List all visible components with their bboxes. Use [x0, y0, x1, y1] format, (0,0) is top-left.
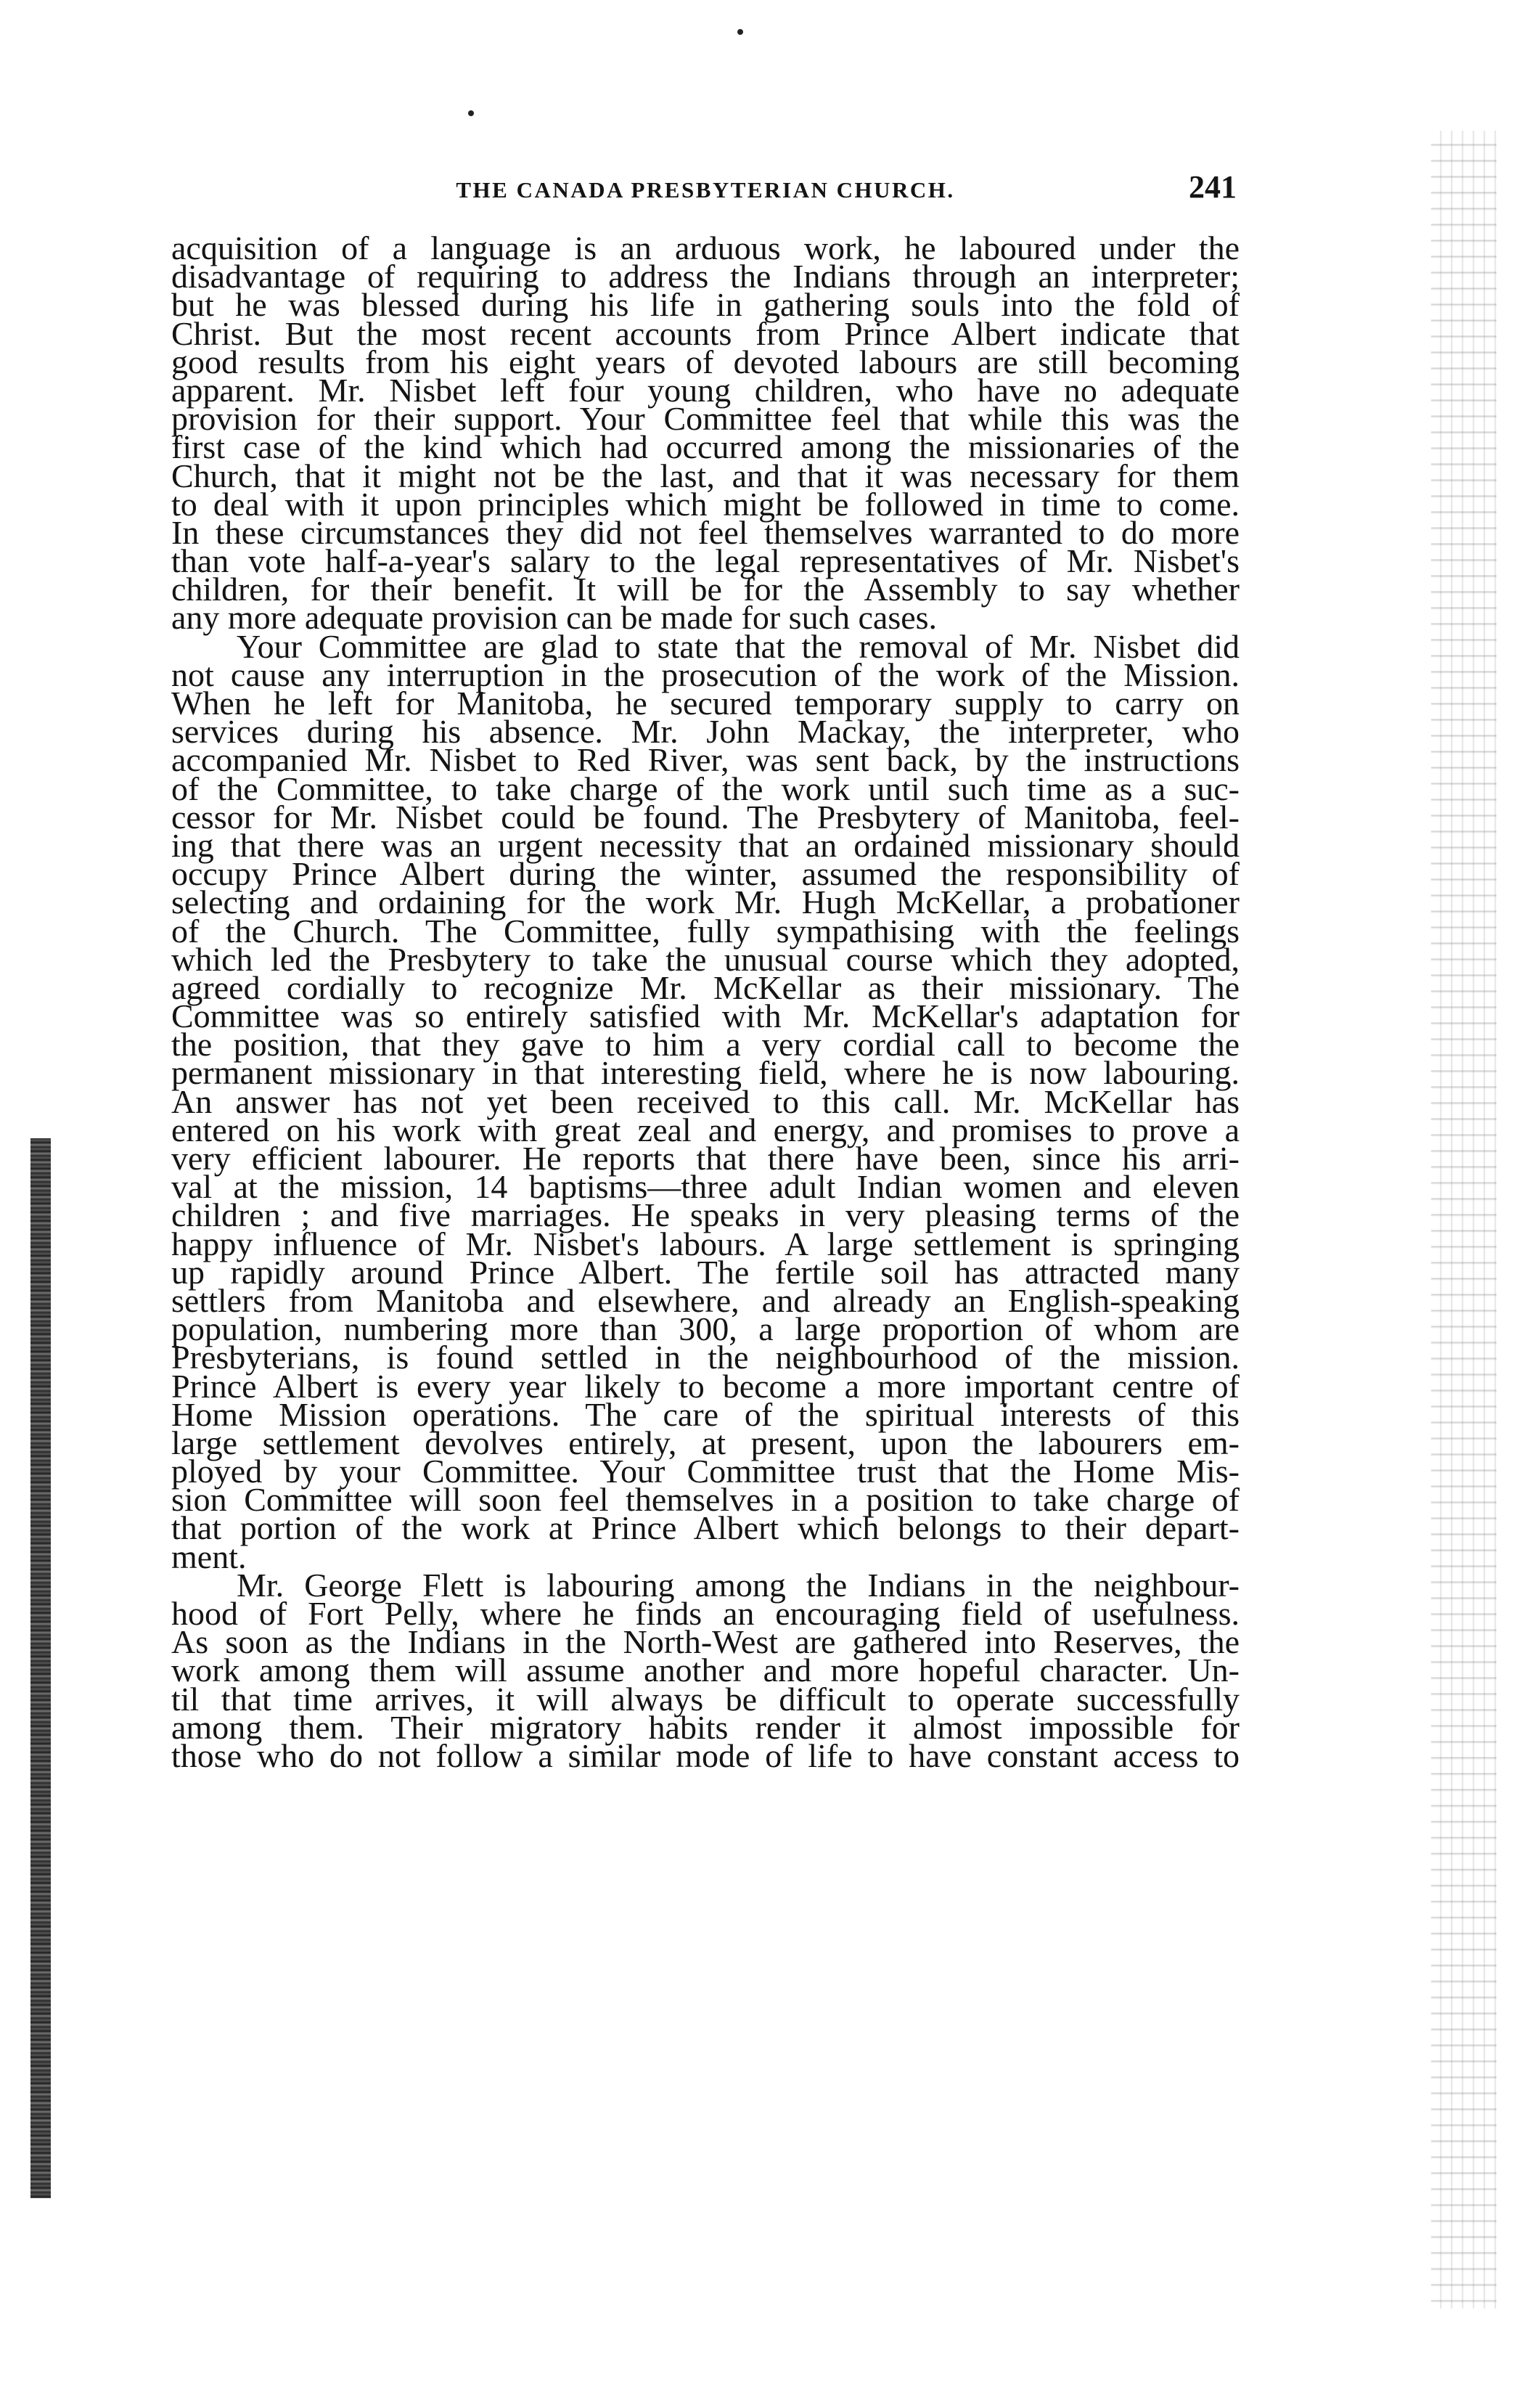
- text-line: than vote half-a-year's salary to the legal representatives of Mr. Nisbet's: [171, 542, 1240, 580]
- text-line: very efficient labourer. He reports that there have been, since his arri-: [171, 1140, 1240, 1177]
- page-edge-noise: [1431, 131, 1496, 2309]
- text-line: accompanied Mr. Nisbet to Red River, was sent back, by the instructions: [171, 741, 1240, 779]
- text-line: An answer has not yet been received to this call. Mr. McKellar has: [171, 1082, 1240, 1120]
- text-line: large settlement devolves entirely, at present, upon the labourers em-: [171, 1424, 1240, 1461]
- text-line: services during his absence. Mr. John Mackay, the interpreter, who: [171, 713, 1240, 751]
- text-line: ment.: [171, 1538, 247, 1575]
- text-line: sion Committee will soon feel themselves in a position to take charge of: [171, 1481, 1240, 1519]
- body-text: [171, 229, 1240, 1774]
- text-line: of the Committee, to take charge of the work until such time as a suc-: [171, 770, 1240, 807]
- text-line: cessor for Mr. Nisbet could be found. The Presbytery of Manitoba, feel-: [171, 798, 1240, 836]
- text-line: ing that there was an urgent necessity that an ordained missionary should: [171, 826, 1240, 864]
- text-line: agreed cordially to recognize Mr. McKellar as their missionary. The: [171, 968, 1240, 1006]
- text-line: Your Committee are glad to state that the removal of Mr. Nisbet did: [237, 627, 1240, 665]
- text-line: Christ. But the most recent accounts from Prince Albert indicate that: [171, 314, 1240, 352]
- text-line: disadvantage of requiring to address the Indians through an interpreter;: [171, 258, 1240, 295]
- page-number: 241: [1189, 169, 1237, 205]
- text-line: Prince Albert is every year likely to become a more important centre of: [171, 1367, 1240, 1405]
- text-line: any more adequate provision can be made for such cases.: [171, 599, 938, 637]
- running-head: [171, 168, 1240, 212]
- text-line: provision for their support. Your Committee feel that while this was the: [171, 400, 1240, 438]
- text-line: til that time arrives, it will always be difficult to operate successfully: [171, 1680, 1240, 1718]
- running-title: THE CANADA PRESBYTERIAN CHURCH.: [456, 177, 955, 203]
- text-line: first case of the kind which had occurred among the missionaries of the: [171, 428, 1240, 466]
- text-line: among them. Their migratory habits render it almost impossible for: [171, 1708, 1240, 1746]
- text-line: selecting and ordaining for the work Mr. Hugh McKellar, a probationer: [171, 883, 1240, 921]
- text-line: children, for their benefit. It will be for the Assembly to say whether: [171, 571, 1240, 608]
- text-line: of the Church. The Committee, fully sympathising with the feelings: [171, 912, 1240, 950]
- text-line: up rapidly around Prince Albert. The fertile soil has attracted many: [171, 1253, 1240, 1291]
- text-line: When he left for Manitoba, he secured temporary supply to carry on: [171, 685, 1240, 722]
- text-line: good results from his eight years of devoted labours are still becoming: [171, 343, 1240, 380]
- text-line: those who do not follow a similar mode of life to have constant access to: [171, 1736, 1240, 1774]
- text-line: entered on his work with great zeal and energy, and promises to prove a: [171, 1111, 1240, 1148]
- text-line: apparent. Mr. Nisbet left four young children, who have no adequate: [171, 371, 1240, 409]
- text-line: but he was blessed during his life in gathering souls into the fold of: [171, 286, 1240, 324]
- text-line: val at the mission, 14 baptisms—three adult Indian women and eleven: [171, 1168, 1240, 1206]
- text-line: the position, that they gave to him a very cordial call to become the: [171, 1026, 1240, 1064]
- text-line: Home Mission operations. The care of the spiritual interests of this: [171, 1395, 1240, 1433]
- ink-speck: [737, 29, 743, 35]
- text-line: permanent missionary in that interesting field, where he is now labouring.: [171, 1054, 1240, 1092]
- binding-edge-shadow: [30, 1138, 51, 2198]
- text-line: Committee was so entirely satisfied with Mr. McKellar's adaptation for: [171, 997, 1240, 1035]
- text-line: occupy Prince Albert during the winter, assumed the responsibility of: [171, 855, 1240, 893]
- text-line: hood of Fort Pelly, where he finds an encouraging field of usefulness.: [171, 1595, 1240, 1632]
- text-line: Church, that it might not be the last, and that it was necessary for them: [171, 457, 1240, 494]
- text-line: which led the Presbytery to take the unusual course which they adopted,: [171, 940, 1240, 978]
- text-line: that portion of the work at Prince Albert which belongs to their depart-: [171, 1509, 1240, 1547]
- text-line: As soon as the Indians in the North-West are gathered into Reserves, the: [171, 1623, 1240, 1661]
- text-line: ployed by your Committee. Your Committee trust that the Home Mis-: [171, 1453, 1240, 1490]
- text-line: not cause any interruption in the prosecution of the work of the Mission.: [171, 656, 1240, 693]
- text-line: children ; and five marriages. He speaks in very pleasing terms of the: [171, 1196, 1240, 1234]
- text-line: Mr. George Flett is labouring among the Indians in the neighbour-: [237, 1566, 1240, 1604]
- text-line: happy influence of Mr. Nisbet's labours. A large settlement is springing: [171, 1225, 1240, 1262]
- text-line: work among them will assume another and more hopeful character. Un-: [171, 1652, 1240, 1689]
- text-line: to deal with it upon principles which might be followed in time to come.: [171, 485, 1240, 523]
- text-line: In these circumstances they did not feel themselves warranted to do more: [171, 513, 1240, 551]
- text-line: population, numbering more than 300, a large proportion of whom are: [171, 1310, 1240, 1348]
- text-line: settlers from Manitoba and elsewhere, and already an English-speaking: [171, 1281, 1240, 1319]
- text-line: acquisition of a language is an arduous work, he laboured under the: [171, 229, 1240, 266]
- text-line: Presbyterians, is found settled in the neighbourhood of the mission.: [171, 1339, 1240, 1376]
- ink-speck: [468, 110, 474, 116]
